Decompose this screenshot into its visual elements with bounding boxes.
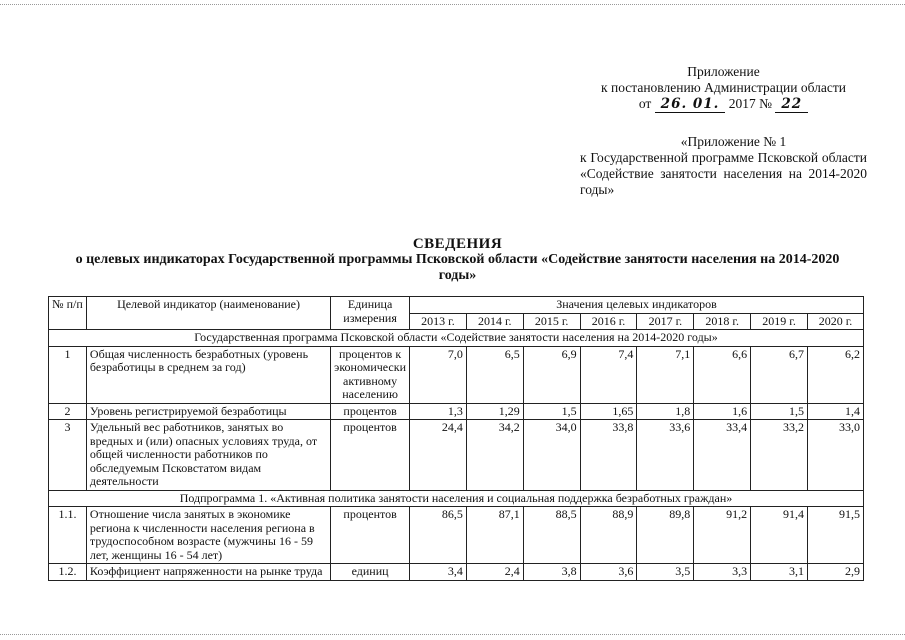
annex-body: к Государственной программе Псковской области «Содействие занятости населения на 2014-2020 годы» <box>580 150 867 197</box>
row-value: 1,4 <box>808 403 864 420</box>
year-number-label: 2017 № <box>728 96 772 111</box>
row-value: 1,5 <box>751 403 808 420</box>
row-value: 24,4 <box>409 420 466 491</box>
number-handwritten: 22 <box>775 96 808 113</box>
row-unit: единиц <box>331 564 410 581</box>
row-value: 1,3 <box>409 403 466 420</box>
row-value: 33,6 <box>637 420 694 491</box>
header-year: 2019 г. <box>751 313 808 330</box>
scan-bottom-edge <box>0 634 905 635</box>
header-year: 2016 г. <box>580 313 637 330</box>
row-value: 1,8 <box>637 403 694 420</box>
section-title: Государственная программа Псковской области «Содействие занятости населения на 2014-2020 годы» <box>49 330 864 347</box>
row-value: 3,8 <box>523 564 580 581</box>
indicators-table <box>48 296 864 581</box>
row-no: 3 <box>49 420 87 491</box>
row-value: 33,0 <box>808 420 864 491</box>
row-value: 33,8 <box>580 420 637 491</box>
header-year: 2015 г. <box>523 313 580 330</box>
row-value: 6,9 <box>523 346 580 403</box>
row-value: 89,8 <box>637 507 694 564</box>
date-handwritten: 26. 01. <box>655 96 726 113</box>
document-subtitle: о целевых индикаторах Государственной программы Псковской области «Содействие занятости населения на 2014-2020 годы» <box>75 252 840 283</box>
header-year: 2014 г. <box>466 313 523 330</box>
row-value: 33,4 <box>694 420 751 491</box>
row-value: 3,3 <box>694 564 751 581</box>
row-no: 1.2. <box>49 564 87 581</box>
row-unit: процентов к экономически активному населению <box>331 346 410 403</box>
row-indicator: Отношение числа занятых в экономике региона к численности населения региона в трудоспособном возрасте (мужчины 16 - 59 лет, женщины 16 - 54 лет) <box>86 507 330 564</box>
table-row <box>49 507 864 564</box>
row-value: 87,1 <box>466 507 523 564</box>
header-unit: Единица измерения <box>331 297 410 330</box>
row-value: 88,9 <box>580 507 637 564</box>
row-value: 7,4 <box>580 346 637 403</box>
row-value: 3,5 <box>637 564 694 581</box>
annex-title: «Приложение № 1 <box>680 134 787 149</box>
row-value: 91,2 <box>694 507 751 564</box>
row-unit: процентов <box>331 403 410 420</box>
header-no: № п/п <box>49 297 87 330</box>
row-value: 86,5 <box>409 507 466 564</box>
row-unit: процентов <box>331 420 410 491</box>
section-title: Подпрограмма 1. «Активная политика занятости населения и социальная поддержка безработных граждан» <box>49 490 864 507</box>
row-value: 1,6 <box>694 403 751 420</box>
row-value: 88,5 <box>523 507 580 564</box>
row-value: 3,4 <box>409 564 466 581</box>
row-value: 2,4 <box>466 564 523 581</box>
row-value: 33,2 <box>751 420 808 491</box>
row-no: 1.1. <box>49 507 87 564</box>
document-title: СВЕДЕНИЯ <box>412 236 503 252</box>
row-value: 3,1 <box>751 564 808 581</box>
row-value: 3,6 <box>580 564 637 581</box>
appendix-block <box>576 64 871 113</box>
row-indicator: Общая численность безработных (уровень безработицы в среднем за год) <box>86 346 330 403</box>
row-no: 1 <box>49 346 87 403</box>
row-value: 2,9 <box>808 564 864 581</box>
date-prefix: от <box>638 96 652 111</box>
document-heading <box>60 236 855 284</box>
table-row <box>49 346 864 403</box>
row-no: 2 <box>49 403 87 420</box>
header-indicator: Целевой индикатор (наименование) <box>86 297 330 330</box>
row-value: 6,7 <box>751 346 808 403</box>
appendix-date-line <box>576 96 871 113</box>
row-value: 34,0 <box>523 420 580 491</box>
row-unit: процентов <box>331 507 410 564</box>
row-value: 1,29 <box>466 403 523 420</box>
section-row <box>49 330 864 347</box>
scan-top-edge <box>0 4 905 5</box>
appendix-title: Приложение <box>687 64 760 79</box>
annex-block <box>580 134 867 198</box>
appendix-decree-line: к постановлению Администрации области <box>601 80 846 95</box>
row-value: 34,2 <box>466 420 523 491</box>
row-value: 6,2 <box>808 346 864 403</box>
table-row <box>49 564 864 581</box>
header-year: 2020 г. <box>808 313 864 330</box>
row-indicator: Уровень регистрируемой безработицы <box>86 403 330 420</box>
row-indicator: Коэффициент напряженности на рынке труда <box>86 564 330 581</box>
row-value: 7,0 <box>409 346 466 403</box>
row-value: 7,1 <box>637 346 694 403</box>
table-row <box>49 420 864 491</box>
row-value: 1,65 <box>580 403 637 420</box>
header-year: 2013 г. <box>409 313 466 330</box>
table-row <box>49 403 864 420</box>
row-value: 6,5 <box>466 346 523 403</box>
header-values-group: Значения целевых индикаторов <box>409 297 863 314</box>
row-value: 91,5 <box>808 507 864 564</box>
row-indicator: Удельный вес работников, занятых во вредных и (или) опасных условиях труда, от общей численности работников по обследуемым Псковстатом видам деятельности <box>86 420 330 491</box>
header-year: 2018 г. <box>694 313 751 330</box>
section-row <box>49 490 864 507</box>
header-year: 2017 г. <box>637 313 694 330</box>
row-value: 91,4 <box>751 507 808 564</box>
row-value: 1,5 <box>523 403 580 420</box>
row-value: 6,6 <box>694 346 751 403</box>
